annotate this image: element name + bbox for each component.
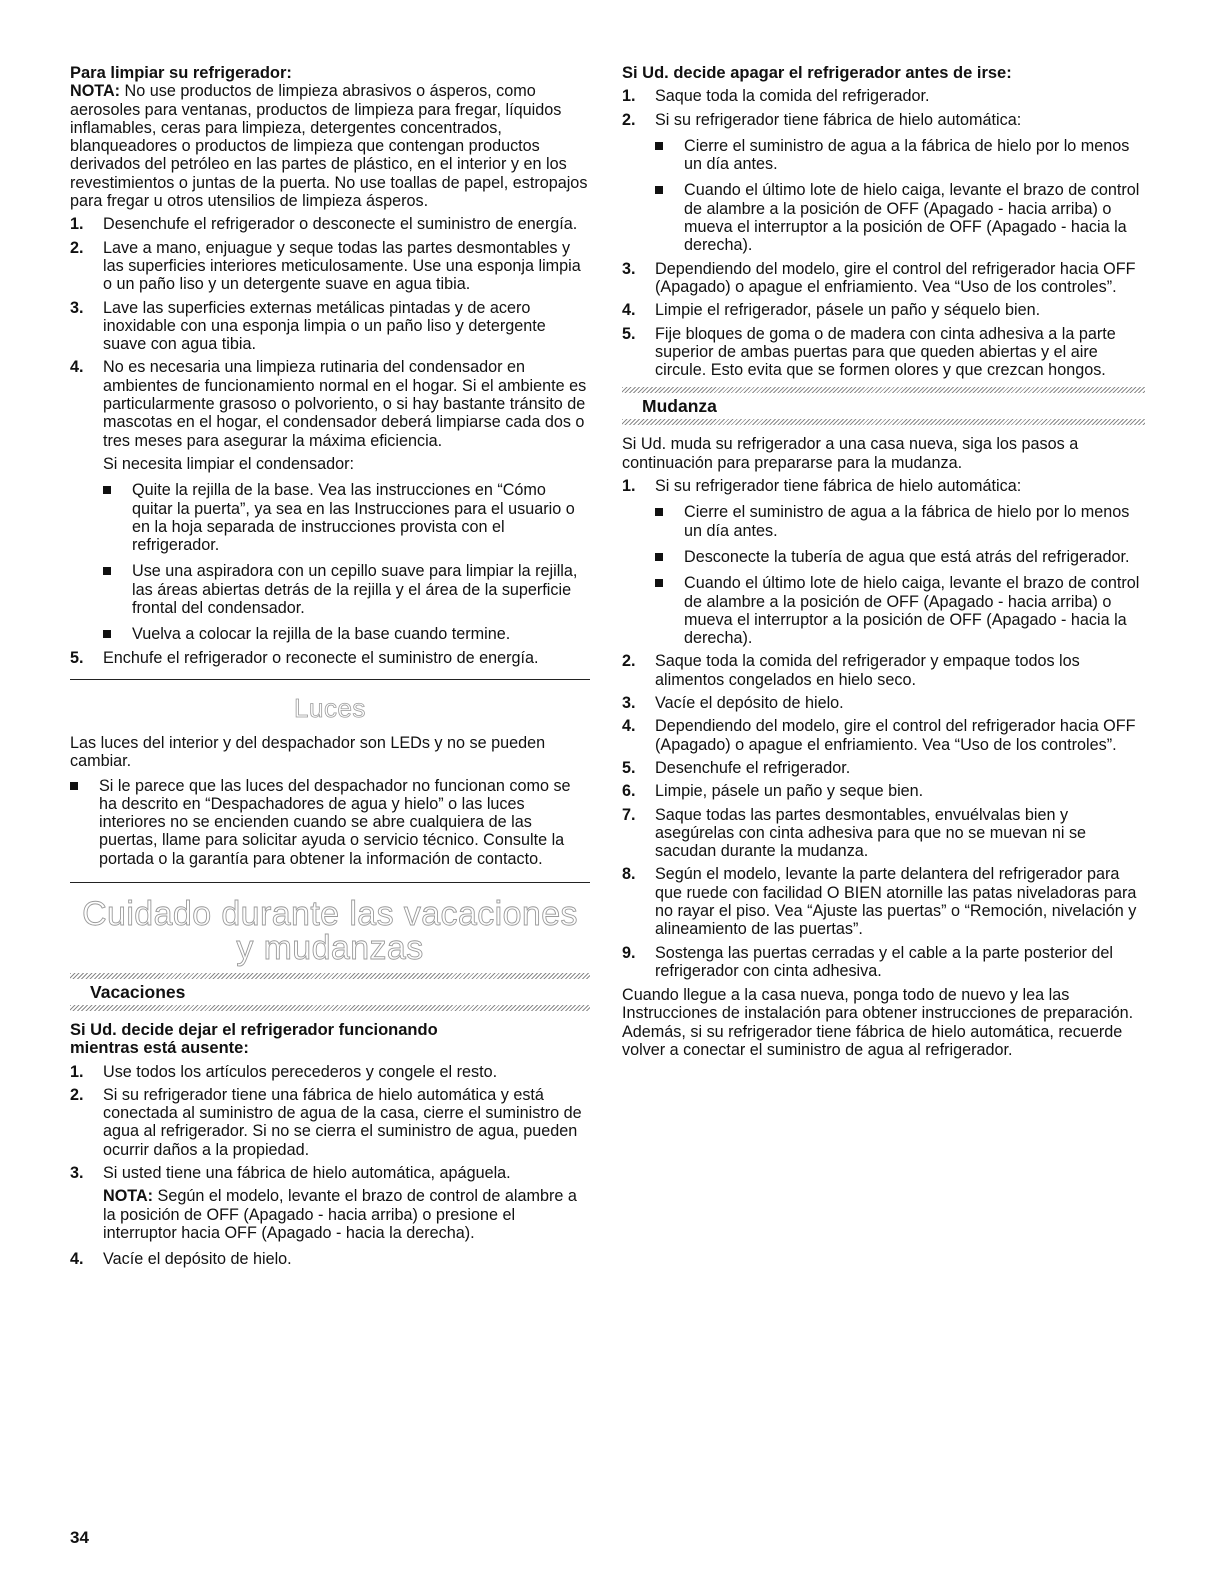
step-number: 1. — [622, 87, 636, 106]
luces-bullets — [70, 777, 590, 868]
step-number: 6. — [622, 782, 636, 801]
list-item — [655, 181, 1145, 254]
list-item — [70, 1086, 590, 1159]
page-number: 34 — [70, 1528, 89, 1547]
step-number: 5. — [622, 324, 636, 343]
list-item — [622, 87, 1145, 105]
step-number: 3. — [622, 694, 636, 713]
list-item — [70, 215, 590, 233]
running-steps — [70, 1063, 590, 1269]
list-item — [655, 574, 1145, 647]
step-number: 8. — [622, 865, 636, 884]
off-bullets — [655, 137, 1145, 255]
list-item — [103, 625, 590, 643]
step-number: 1. — [70, 215, 84, 234]
step-text: Según el modelo, levante la parte delantera del refrigerador para que ruede con facilidad O BIEN atornille las patas niveladoras para no rayar el piso. Vea “Ajuste las puertas” o “Remoción, nivelación y alineamiento de las puertas”. — [655, 865, 1137, 939]
step-number: 2. — [622, 652, 636, 671]
bullet-text: Desconecte la tubería de agua que está atrás del refrigerador. — [684, 547, 1130, 566]
step-text: Vacíe el depósito de hielo. — [103, 1250, 292, 1269]
list-item — [103, 562, 590, 617]
step-text: Use todos los artículos perecederos y congele el resto. — [103, 1062, 498, 1081]
clean-steps — [70, 215, 590, 667]
list-item — [622, 865, 1145, 938]
hatch-rule — [622, 419, 1145, 425]
list-item — [622, 111, 1145, 255]
condenser-bullets — [103, 481, 590, 643]
step-text: Enchufe el refrigerador o reconecte el suministro de energía. — [103, 648, 539, 667]
step-number: 4. — [622, 717, 636, 736]
list-item — [655, 548, 1145, 566]
luces-title: Luces — [294, 692, 366, 723]
step-number: 2. — [622, 110, 636, 129]
bullet-text: Cierre el suministro de agua a la fábrica de hielo por lo menos un día antes. — [684, 136, 1130, 174]
step-number: 3. — [70, 298, 84, 317]
nota-paragraph — [70, 82, 590, 210]
bullet-text: Cuando el último lote de hielo caiga, levante el brazo de control de alambre a la posición de OFF (Apagado - hacia arriba) o mueva el interruptor a la posición de OFF (Apagado - hacia la derecha). — [684, 181, 1140, 255]
step-number: 5. — [622, 758, 636, 777]
bullet-square-icon — [103, 630, 111, 638]
list-item — [622, 717, 1145, 754]
nota-text: Según el modelo, levante el brazo de control de alambre a la posición de OFF (Apagado - hacia arriba) o presione el interruptor hacia OFF (Apagado - hacia la derecha). — [103, 1187, 577, 1242]
list-item — [622, 325, 1145, 380]
bullet-square-icon — [655, 508, 663, 516]
bullet-text: Vuelva a colocar la rejilla de la base cuando termine. — [132, 625, 511, 644]
list-item — [655, 137, 1145, 174]
step-number: 5. — [70, 648, 84, 667]
bullet-square-icon — [655, 553, 663, 561]
bullet-text: Quite la rejilla de la base. Vea las instrucciones en “Cómo quitar la puerta”, ya sea en las Instrucciones para el usuario o en la hoja separada de instrucciones provista con el refrigerador. — [132, 481, 575, 555]
step-text: Saque toda la comida del refrigerador. — [655, 87, 930, 106]
vacations-title-line1: Cuidado durante las vacaciones — [82, 894, 578, 933]
left-column — [70, 64, 590, 1269]
step-number: 1. — [622, 477, 636, 496]
step-text: Si su refrigerador tiene fábrica de hielo automática: — [655, 110, 1022, 129]
mudanza-intro: Si Ud. muda su refrigerador a una casa nueva, siga los pasos a continuación para prepararse para la mudanza. — [622, 435, 1079, 472]
list-item — [622, 782, 1145, 800]
running-heading: Si Ud. decide dejar el refrigerador funcionando mientras está ausente: — [70, 1020, 438, 1058]
step-text: Dependiendo del modelo, gire el control del refrigerador hacia OFF (Apagado) o apague el enfriamiento. Vea “Uso de los controles”. — [655, 259, 1136, 296]
step-number: 9. — [622, 943, 636, 962]
step-text: Dependiendo del modelo, gire el control del refrigerador hacia OFF (Apagado) o apague el enfriamiento. Vea “Uso de los controles”. — [655, 717, 1136, 754]
bullet-text: Cierre el suministro de agua a la fábrica de hielo por lo menos un día antes. — [684, 503, 1130, 540]
list-item — [70, 239, 590, 294]
list-item — [70, 649, 590, 667]
bullet-square-icon — [103, 486, 111, 494]
list-item — [103, 481, 590, 554]
step-number: 4. — [622, 301, 636, 320]
step-number: 1. — [70, 1062, 84, 1081]
step-text: Vacíe el depósito de hielo. — [655, 694, 844, 713]
vacations-title-line2: y mudanzas — [236, 928, 424, 967]
step-text: Saque todas las partes desmontables, envuélvalas bien y asegúrelas con cinta adhesiva para que no se muevan ni se sacudan durante la mudanza. — [655, 805, 1087, 861]
step-number: 2. — [70, 1085, 84, 1104]
bullet-text: Cuando el último lote de hielo caiga, levante el brazo de control de alambre a la posición de OFF (Apagado - hacia arriba) o mueva el interruptor a la posición de OFF (Apagado - hacia la derecha). — [684, 574, 1140, 648]
closing-paragraph: Cuando llegue a la casa nueva, ponga todo de nuevo y lea las Instrucciones de instalación para obtener instrucciones de preparación. Además, si su refrigerador tiene fábrica de hielo automática, recuerde volver a conectar el suministro de agua al refrigerador. — [622, 986, 1134, 1060]
hatch-rule — [70, 1005, 590, 1011]
step-number: 4. — [70, 1250, 84, 1269]
move-steps — [622, 477, 1145, 980]
bullet-square-icon — [655, 186, 663, 194]
step-text: Si su refrigerador tiene fábrica de hielo automática: — [655, 477, 1022, 496]
off-heading: Si Ud. decide apagar el refrigerador antes de irse: — [622, 64, 1012, 82]
list-item — [622, 477, 1145, 647]
nota-label: NOTA: — [70, 82, 121, 101]
condenser-intro: Si necesita limpiar el condensador: — [103, 454, 355, 473]
list-item — [70, 1250, 590, 1268]
step-text: Fije bloques de goma o de madera con cinta adhesiva a la parte superior de ambas puertas para que queden abiertas y el aire circule. Esto evita que se formen olores y que crezcan hongos. — [655, 324, 1116, 380]
list-item — [70, 777, 590, 868]
list-item — [70, 299, 590, 354]
step-text: Si usted tiene una fábrica de hielo automática, apáguela. — [103, 1164, 511, 1183]
right-column — [622, 64, 1145, 1059]
step-number: 4. — [70, 358, 84, 377]
step-text: Desenchufe el refrigerador o desconecte el suministro de energía. — [103, 215, 578, 234]
nota-text: No use productos de limpieza abrasivos o ásperos, como aerosoles para ventanas, productos de limpieza para fregar, líquidos inflamables, ceras para limpieza, detergentes concentrados, blanqueadores o productos de limpieza que contengan productos derivados del petróleo en las partes de plástico, en el interior y en los revestimientos o juntas de la puerta. No use toallas de papel, estropajos para fregar u otros utensilios de limpieza ásperos. — [70, 82, 588, 211]
bullet-square-icon — [103, 567, 111, 575]
step-text: Limpie, pásele un paño y seque bien. — [655, 782, 924, 801]
section-divider — [70, 882, 590, 883]
bullet-square-icon — [655, 579, 663, 587]
vacaciones-heading: Vacaciones — [90, 981, 186, 1002]
section-divider — [70, 679, 590, 680]
bullet-text: Si le parece que las luces del despachador no funcionan como se ha descrito en “Despachadores de agua y hielo” o las luces interiores no se encienden cuando se abre cualquiera de las puertas, llame para solicitar ayuda o servicio técnico. Consulte la portada o la garantía para obtener la información de contacto. — [99, 776, 571, 868]
list-item — [70, 1063, 590, 1081]
nota-label: NOTA: — [103, 1187, 154, 1206]
list-item — [622, 301, 1145, 319]
step-text: Saque toda la comida del refrigerador y empaque todos los alimentos congelados en hielo seco. — [655, 652, 1080, 689]
bullet-square-icon — [655, 142, 663, 150]
step-number: 2. — [70, 238, 84, 257]
step-text: Desenchufe el refrigerador. — [655, 758, 851, 777]
bullet-text: Use una aspiradora con un cepillo suave para limpiar la rejilla, las áreas abiertas detrás de la rejilla y el área de la superficie frontal del condensador. — [132, 562, 578, 618]
step-number: 3. — [622, 259, 636, 278]
move-bullets — [655, 503, 1145, 647]
step-text: Lave las superficies externas metálicas pintadas y de acero inoxidable con una esponja limpia o un paño liso y detergente suave con agua tibia. — [103, 298, 546, 354]
luces-text: Las luces del interior y del despachador son LEDs y no se pueden cambiar. — [70, 733, 546, 771]
step-text: Lave a mano, enjuague y seque todas las partes desmontables y las superficies interiores meticulosamente. Use una esponja limpia o un paño liso y un detergente suave en agua tibia. — [103, 238, 581, 294]
list-item — [655, 503, 1145, 540]
list-item — [70, 1164, 590, 1242]
list-item — [622, 694, 1145, 712]
clean-heading: Para limpiar su refrigerador: — [70, 64, 292, 82]
running-nota — [103, 1187, 590, 1242]
list-item — [622, 806, 1145, 861]
step-text: Limpie el refrigerador, pásele un paño y séquelo bien. — [655, 301, 1041, 320]
off-steps — [622, 87, 1145, 379]
list-item — [70, 358, 590, 643]
list-item — [622, 260, 1145, 297]
step-text: No es necesaria una limpieza rutinaria del condensador en ambientes de funcionamiento normal en el hogar. Si el ambiente es particularmente grasoso o polvoriento, o si hay bastante tránsito de mascotas en el hogar, el condensador deberá limpiarse cada dos o tres meses para asegurar la máxima eficiencia. — [103, 358, 587, 450]
list-item — [622, 759, 1145, 777]
mudanza-heading: Mudanza — [642, 396, 717, 417]
step-text: Sostenga las puertas cerradas y el cable a la parte posterior del refrigerador con cinta adhesiva. — [655, 943, 1114, 980]
list-item — [622, 944, 1145, 981]
step-number: 7. — [622, 805, 636, 824]
list-item — [622, 652, 1145, 689]
step-number: 3. — [70, 1164, 84, 1183]
step-text: Si su refrigerador tiene una fábrica de hielo automática y está conectada al suministro de agua de la casa, cierre el suministro de agua al refrigerador. Si no se cierra el suministro de agua, pueden ocurrir daños a la propiedad. — [103, 1085, 582, 1159]
bullet-square-icon — [70, 782, 78, 790]
